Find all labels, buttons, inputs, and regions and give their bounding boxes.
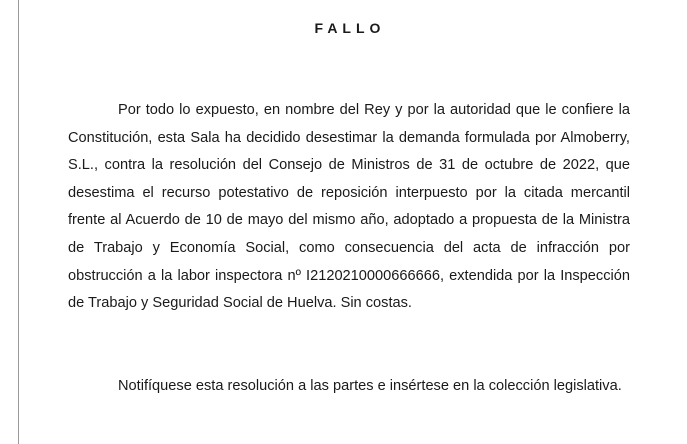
page-margin-line	[18, 0, 19, 444]
section-heading: FALLO	[314, 20, 386, 36]
ruling-paragraph: Por todo lo expuesto, en nombre del Rey y por la autoridad que le confiere la Constitución, esta Sala ha decidido desestimar la demanda formulada por Almoberry, S.L., contra la resolución del Consejo de Ministros de 31 de octubre de 2022, que desestima el recurso potestativo de reposición interpuesto por la citada mercantil frente al Acuerdo de 10 de mayo del mismo año, adoptado a propuesta de la Ministra de Trabajo y Economía Social, como consecuencia del acta de infracción por obstrucción a la labor inspectora nº I2120210000666666, extendida por la Inspección de Trabajo y Seguridad Social de Huelva. Sin costas.	[68, 102, 630, 312]
notification-paragraph: Notifíquese esta resolución a las partes e insértese en la colección legislativa.	[118, 378, 622, 394]
